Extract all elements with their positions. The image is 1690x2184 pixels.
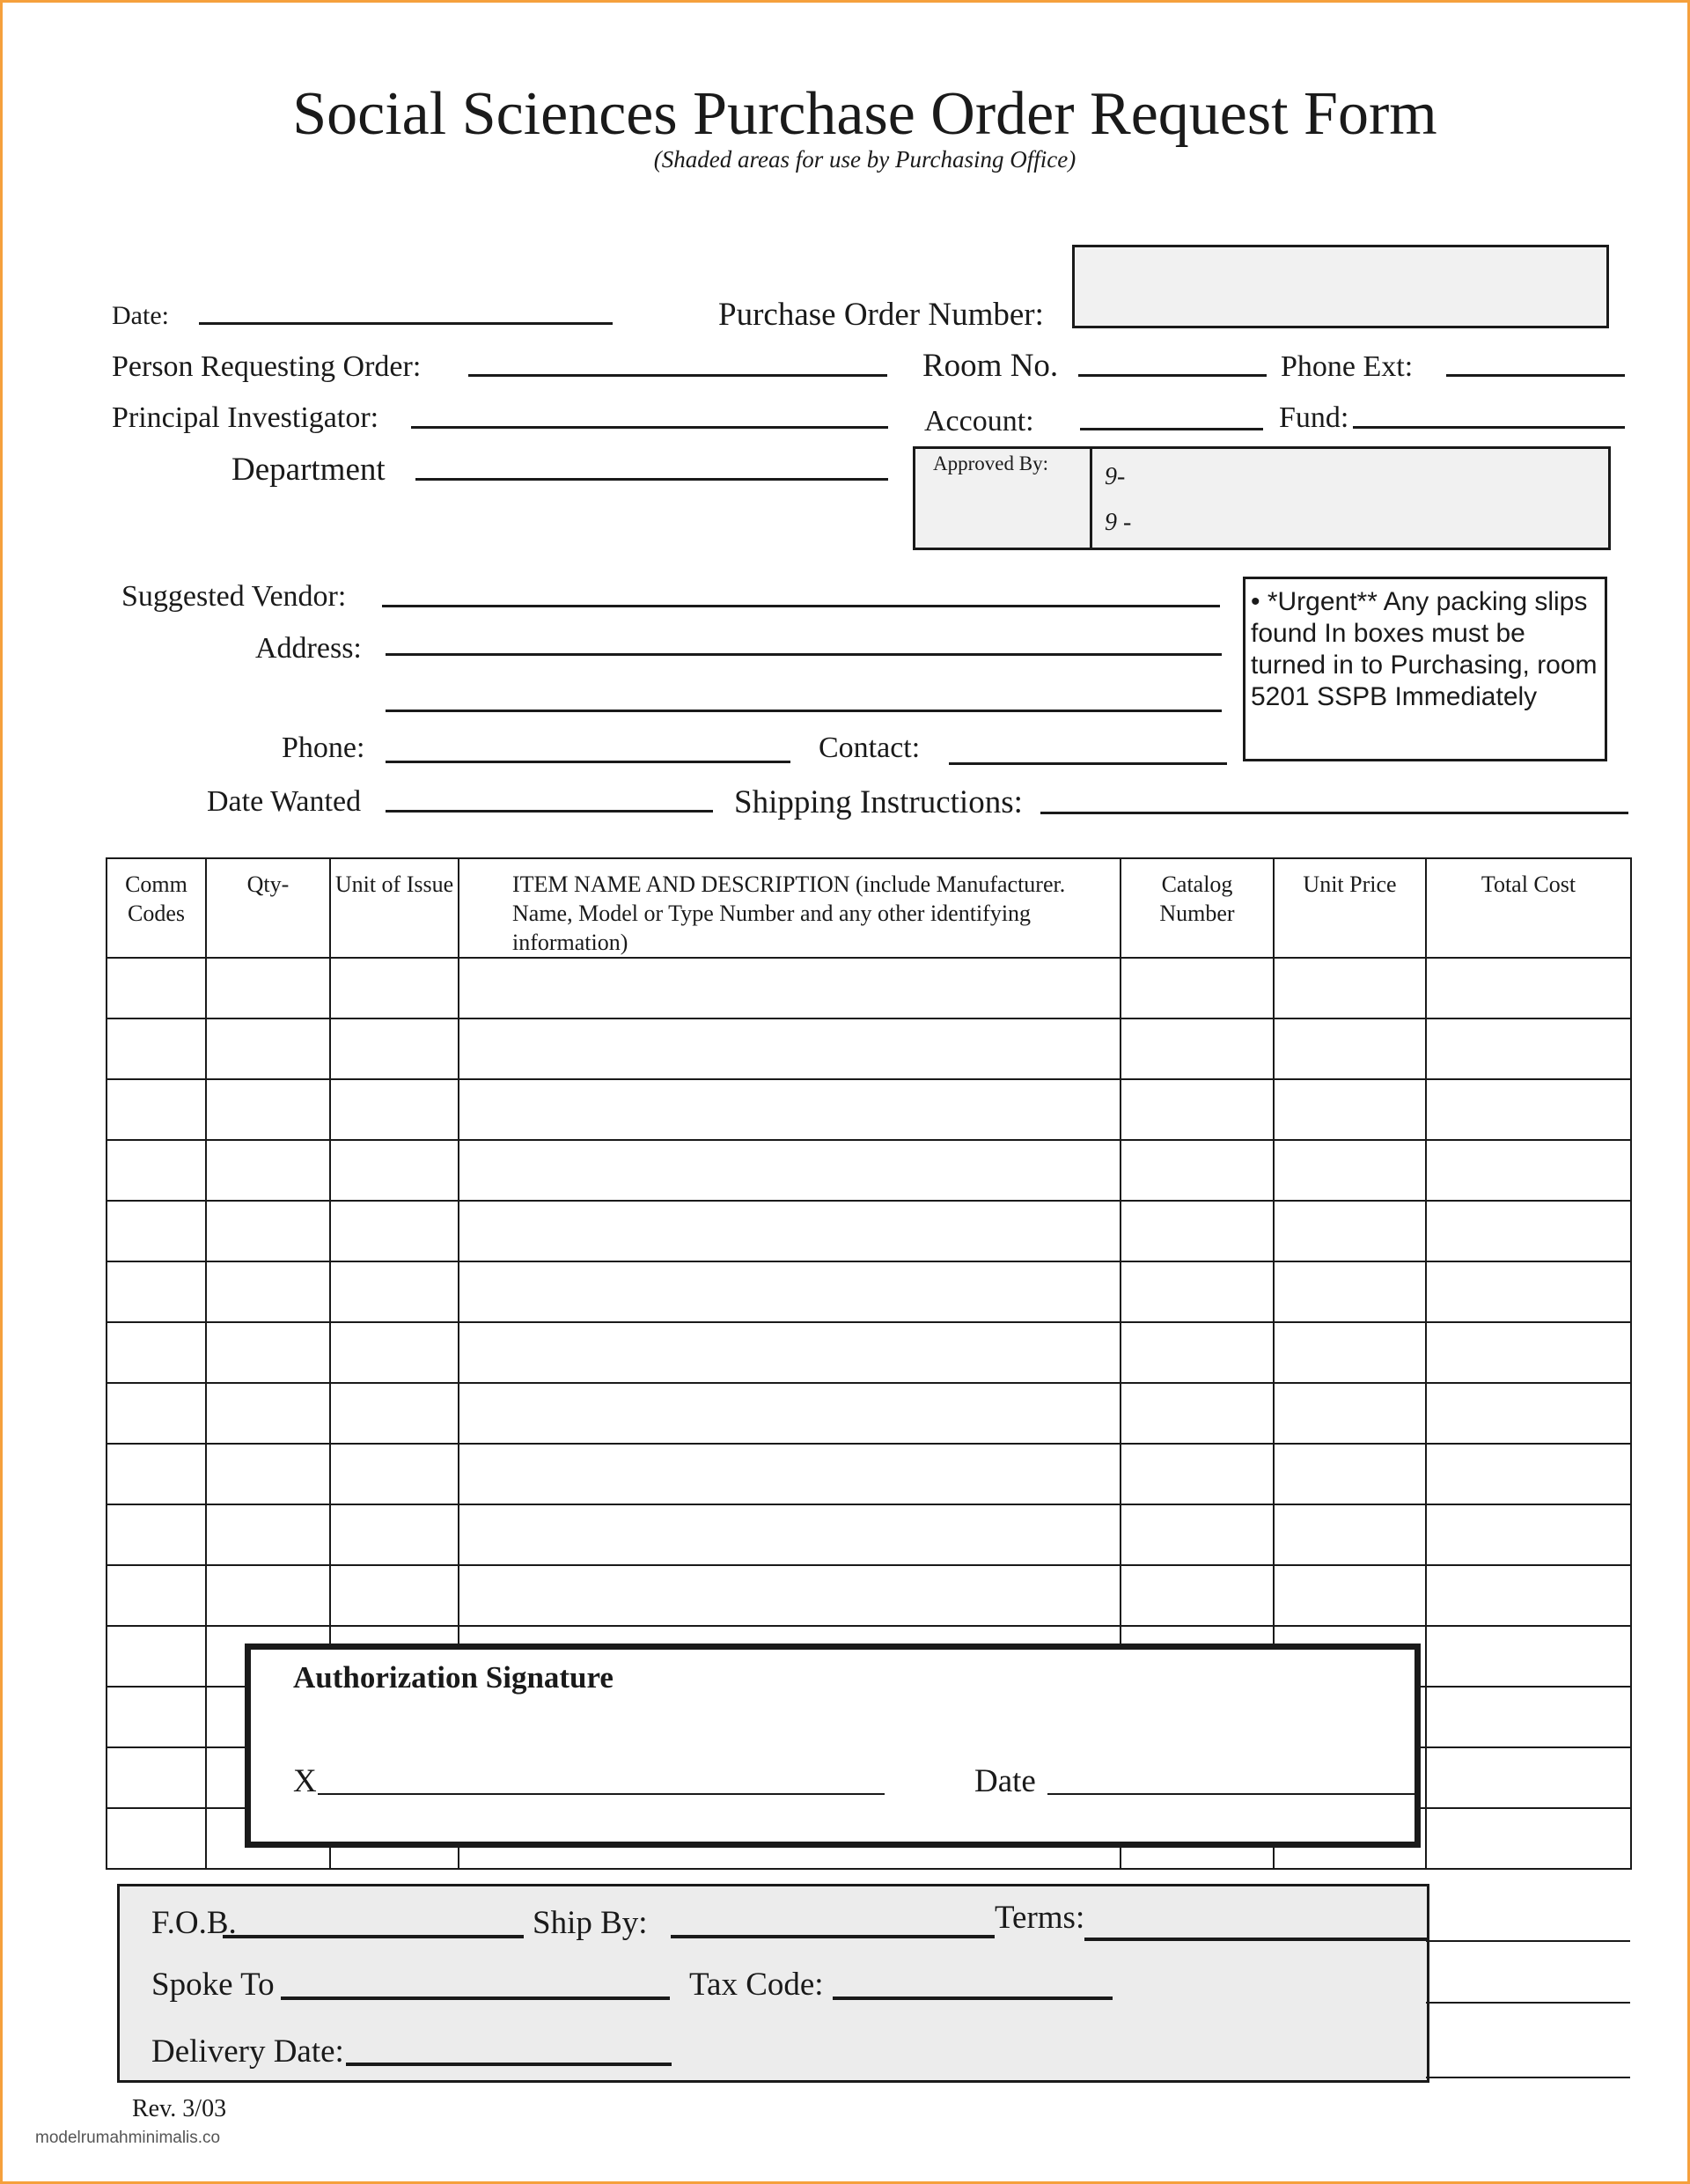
address-label: Address: bbox=[255, 632, 362, 665]
suggested-vendor-field[interactable] bbox=[382, 605, 1220, 607]
table-row[interactable] bbox=[107, 1322, 1631, 1383]
table-row[interactable] bbox=[107, 1079, 1631, 1140]
spoke-to-label: Spoke To bbox=[151, 1967, 275, 2003]
table-row[interactable] bbox=[107, 1140, 1631, 1201]
fund-field[interactable] bbox=[1353, 426, 1625, 429]
table-row[interactable] bbox=[107, 958, 1631, 1018]
table-row[interactable] bbox=[107, 1261, 1631, 1322]
tax-code-label: Tax Code: bbox=[689, 1967, 824, 2003]
signature-field[interactable] bbox=[318, 1793, 885, 1795]
approval-line-1: 9- bbox=[1105, 463, 1126, 490]
address-field-2[interactable] bbox=[386, 710, 1222, 712]
total-line-1 bbox=[1426, 1940, 1630, 1942]
date-wanted-field[interactable] bbox=[386, 810, 713, 813]
total-line-2 bbox=[1426, 2002, 1630, 2004]
room-no-field[interactable] bbox=[1078, 374, 1267, 377]
urgent-note bbox=[1243, 577, 1607, 761]
po-number-label: Purchase Order Number: bbox=[718, 297, 1044, 333]
fob-label: F.O.B. bbox=[151, 1905, 237, 1941]
approval-lines-box[interactable] bbox=[1090, 446, 1611, 550]
shipping-instructions-field[interactable] bbox=[1040, 812, 1628, 814]
table-row[interactable] bbox=[107, 1444, 1631, 1504]
note-line-4: 5201 SSPB Immediately bbox=[1251, 682, 1538, 711]
phone-label: Phone: bbox=[282, 732, 365, 764]
address-field-1[interactable] bbox=[386, 653, 1222, 656]
note-line-3: turned in to Purchasing, room bbox=[1251, 651, 1598, 680]
suggested-vendor-label: Suggested Vendor: bbox=[121, 580, 347, 613]
auth-date-label: Date bbox=[974, 1763, 1036, 1799]
col-item-description: ITEM NAME AND DESCRIPTION (include Manufacturer. Name, Model or Type Number and any other identifying information) bbox=[459, 858, 1121, 958]
terms-label: Terms: bbox=[995, 1900, 1085, 1936]
table-row[interactable] bbox=[107, 1201, 1631, 1261]
department-field[interactable] bbox=[415, 478, 888, 481]
col-catalog-number: Catalog Number bbox=[1121, 858, 1274, 958]
form-title: Social Sciences Purchase Order Request Form bbox=[292, 80, 1437, 148]
contact-label: Contact: bbox=[819, 732, 921, 764]
shipping-instructions-label: Shipping Instructions: bbox=[734, 784, 1023, 820]
note-line-1: • *Urgent** Any packing slips bbox=[1251, 587, 1588, 616]
ship-by-label: Ship By: bbox=[533, 1905, 648, 1941]
col-unit-price: Unit Price bbox=[1274, 858, 1426, 958]
room-no-label: Room No. bbox=[922, 348, 1059, 384]
approved-by-label: Approved By: bbox=[933, 452, 1048, 474]
delivery-date-label: Delivery Date: bbox=[151, 2033, 344, 2070]
principal-investigator-field[interactable] bbox=[411, 426, 888, 429]
person-requesting-label: Person Requesting Order: bbox=[112, 350, 422, 383]
auth-date-field[interactable] bbox=[1047, 1793, 1415, 1795]
phone-ext-label: Phone Ext: bbox=[1281, 350, 1414, 383]
approved-by-box bbox=[913, 446, 1093, 550]
approval-line-2: 9 - bbox=[1105, 509, 1132, 536]
col-comm-codes: Comm Codes bbox=[107, 858, 206, 958]
fob-field[interactable] bbox=[223, 1935, 524, 1938]
fund-label: Fund: bbox=[1279, 401, 1349, 434]
contact-field[interactable] bbox=[949, 762, 1227, 765]
table-row[interactable] bbox=[107, 1018, 1631, 1079]
date-field[interactable] bbox=[199, 322, 613, 325]
account-field[interactable] bbox=[1080, 428, 1263, 430]
principal-investigator-label: Principal Investigator: bbox=[112, 401, 379, 434]
table-row[interactable] bbox=[107, 1383, 1631, 1444]
authorization-title: Authorization Signature bbox=[293, 1660, 614, 1695]
watermark: modelrumahminimalis.co bbox=[35, 2129, 221, 2147]
form-subtitle: (Shaded areas for use by Purchasing Office) bbox=[653, 146, 1076, 173]
col-qty: Qty- bbox=[206, 858, 330, 958]
account-label: Account: bbox=[924, 405, 1034, 438]
spoke-to-field[interactable] bbox=[281, 1996, 670, 2000]
col-unit-of-issue: Unit of Issue bbox=[330, 858, 459, 958]
delivery-date-field[interactable] bbox=[346, 2063, 672, 2066]
person-requesting-field[interactable] bbox=[468, 374, 887, 377]
revision-label: Rev. 3/03 bbox=[132, 2095, 227, 2122]
po-number-field[interactable] bbox=[1072, 245, 1609, 328]
signature-x-label: X bbox=[293, 1763, 317, 1799]
department-label: Department bbox=[231, 452, 386, 488]
phone-field[interactable] bbox=[386, 761, 790, 763]
date-label: Date: bbox=[112, 301, 169, 330]
terms-field[interactable] bbox=[1084, 1938, 1429, 1941]
phone-ext-field[interactable] bbox=[1446, 374, 1625, 377]
note-line-2: found In boxes must be bbox=[1251, 619, 1525, 648]
col-total-cost: Total Cost bbox=[1426, 858, 1631, 958]
table-row[interactable] bbox=[107, 1565, 1631, 1626]
authorization-box bbox=[245, 1644, 1421, 1848]
table-row[interactable] bbox=[107, 1504, 1631, 1565]
date-wanted-label: Date Wanted bbox=[207, 785, 362, 818]
ship-by-field[interactable] bbox=[671, 1935, 995, 1938]
total-line-3 bbox=[1426, 2077, 1630, 2078]
tax-code-field[interactable] bbox=[833, 1996, 1113, 2000]
purchasing-office-section bbox=[117, 1884, 1429, 2083]
